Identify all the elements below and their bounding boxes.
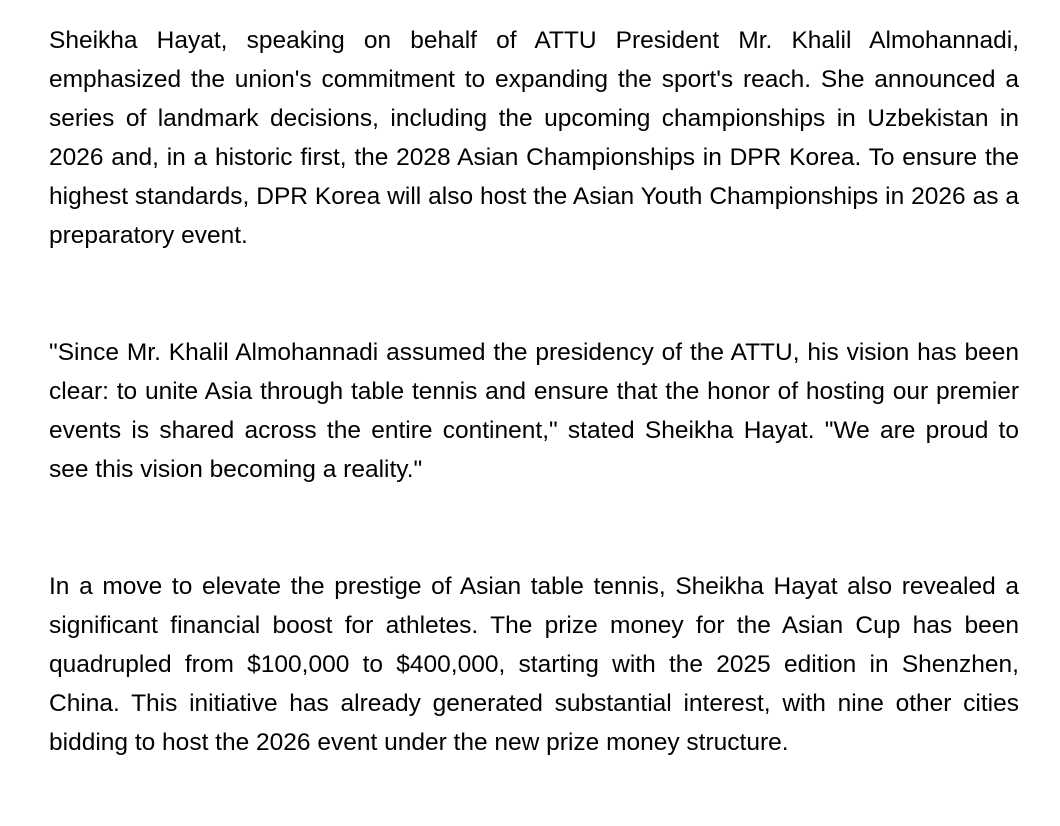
article-body	[49, 21, 1019, 762]
paragraph-quote: "Since Mr. Khalil Almohannadi assumed the presidency of the ATTU, his vision has been clear: to unite Asia through table tennis and ensure that the honor of hosting our premier events is shared across the entire continent," stated Sheikha Hayat. "We are proud to see this vision becoming a reality."	[49, 339, 1019, 483]
paragraph-prize-money: In a move to elevate the prestige of Asian table tennis, Sheikha Hayat also revealed a significant financial boost for athletes. The prize money for the Asian Cup has been quadrupled from $100,000 to $400,000, starting with the 2025 edition in Shenzhen, China. This initiative has already generated substantial interest, with nine other cities bidding to host the 2026 event under the new prize money structure.	[49, 573, 1019, 756]
paragraph-announcements: Sheikha Hayat, speaking on behalf of ATTU President Mr. Khalil Almohannadi, emphasized the union's commitment to expanding the sport's reach. She announced a series of landmark decisions, including the upcoming championships in Uzbekistan in 2026 and, in a historic first, the 2028 Asian Championships in DPR Korea. To ensure the highest standards, DPR Korea will also host the Asian Youth Championships in 2026 as a preparatory event.	[49, 27, 1019, 249]
